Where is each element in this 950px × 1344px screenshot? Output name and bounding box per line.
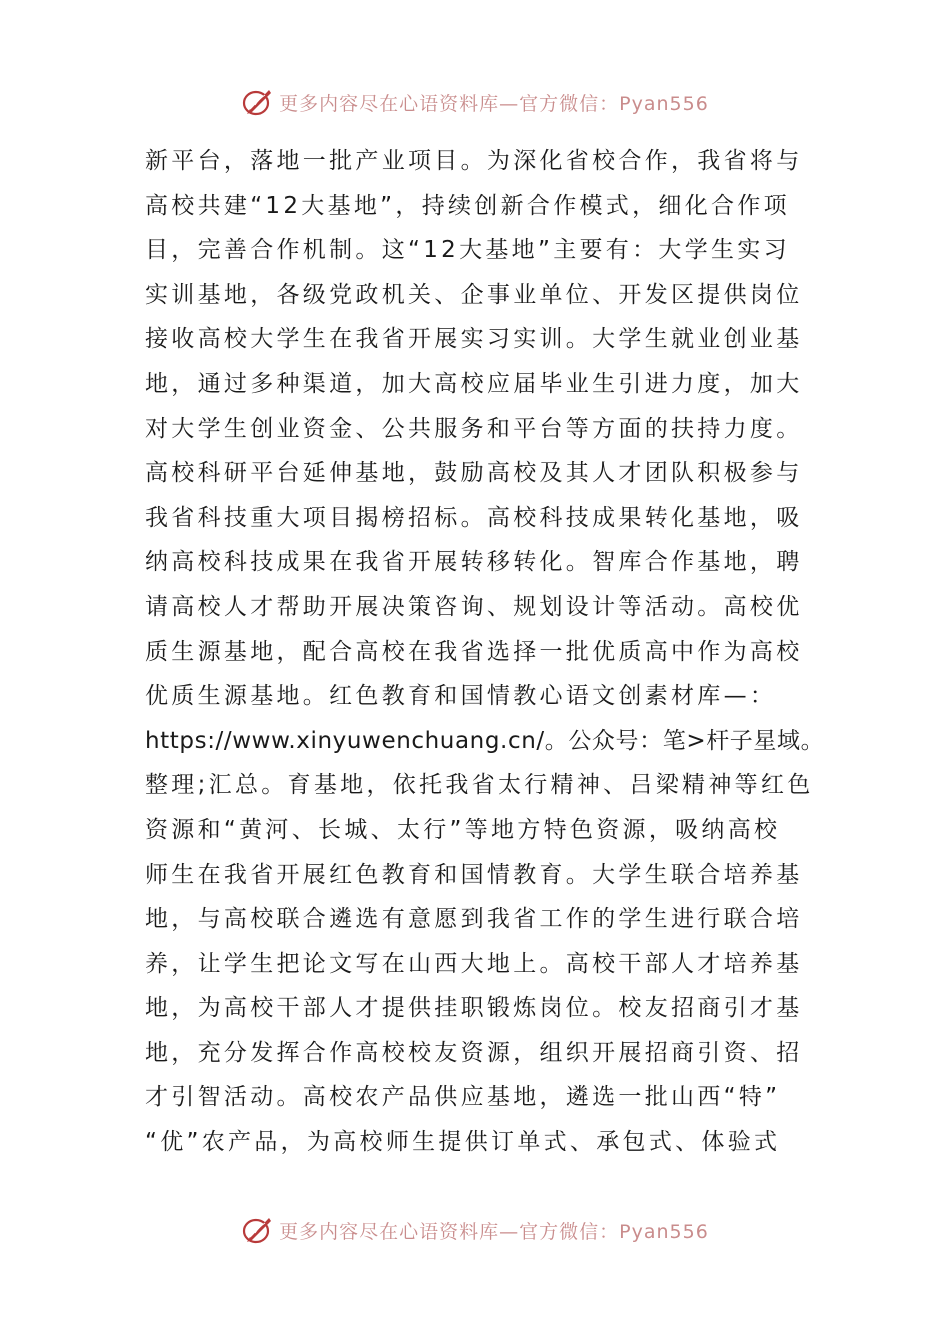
text-line: 对大学生创业资金、公共服务和平台等方面的扶持力度。 [145, 415, 803, 442]
text-line-url: https://www.xinyuwenchuang.cn/。公众号：笔>杆子星域。 [145, 727, 825, 754]
text-line: 才引智活动。高校农产品供应基地，遴选一批山西“特” [145, 1084, 781, 1111]
text-line: “优”农产品，为高校师生提供订单式、承包式、体验式 [145, 1129, 781, 1156]
footer-banner [0, 1210, 950, 1250]
footer-banner-text: 更多内容尽在心语资料库—官方微信：Pyan556 [279, 1220, 709, 1243]
text-line: 质生源基地，配合高校在我省选择一批优质高中作为高校 [145, 638, 803, 665]
text-line: 目，完善合作机制。这“12大基地”主要有：大学生实习 [145, 237, 790, 264]
text-line: 整理;汇总。育基地，依托我省太行精神、吕梁精神等红色 [145, 772, 814, 799]
text-line: 高校科研平台延伸基地，鼓励高校及其人才团队积极参与 [145, 460, 803, 487]
header-banner-text: 更多内容尽在心语资料库—官方微信：Pyan556 [279, 92, 709, 115]
text-line: 优质生源基地。红色教育和国情教心语文创素材库—： [145, 683, 777, 710]
text-line: 资源和“黄河、长城、太行”等地方特色资源，吸纳高校 [145, 816, 781, 843]
text-line: 师生在我省开展红色教育和国情教育。大学生联合培养基 [145, 861, 803, 888]
text-line: 接收高校大学生在我省开展实习实训。大学生就业创业基 [145, 326, 803, 353]
quill-pen-logo-icon [241, 1213, 275, 1247]
text-line: 养，让学生把论文写在山西大地上。高校干部人才培养基 [145, 950, 803, 977]
text-line: 地，通过多种渠道，加大高校应届毕业生引进力度，加大 [145, 370, 803, 397]
text-line: 新平台，落地一批产业项目。为深化省校合作，我省将与 [145, 148, 803, 174]
text-line: 高校共建“12大基地”，持续创新合作模式，细化合作项 [145, 192, 790, 219]
text-line: 地，与高校联合遴选有意愿到我省工作的学生进行联合培 [145, 906, 803, 933]
document-body [145, 139, 825, 1165]
text-line: 我省科技重大项目揭榜招标。高校科技成果转化基地，吸 [145, 504, 803, 531]
header-banner [0, 82, 950, 122]
text-line: 纳高校科技成果在我省开展转移转化。智库合作基地，聘 [145, 549, 803, 576]
text-line: 实训基地，各级党政机关、企事业单位、开发区提供岗位 [145, 281, 803, 308]
footer-wechat-id: Pyan556 [619, 1220, 709, 1243]
header-wechat-id: Pyan556 [619, 92, 709, 115]
text-line: 请高校人才帮助开展决策咨询、规划设计等活动。高校优 [145, 593, 803, 620]
text-line: 地，为高校干部人才提供挂职锻炼岗位。校友招商引才基 [145, 995, 803, 1022]
text-line: 地，充分发挥合作高校校友资源，组织开展招商引资、招 [145, 1039, 803, 1066]
quill-pen-logo-icon [241, 85, 275, 119]
